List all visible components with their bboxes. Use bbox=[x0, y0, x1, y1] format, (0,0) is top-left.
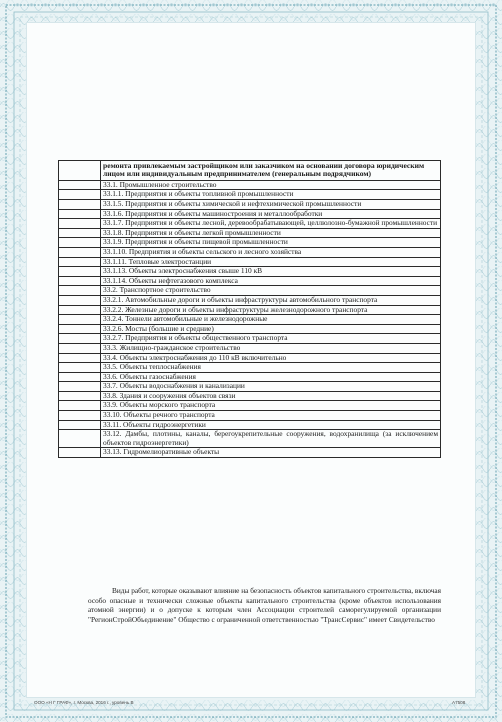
work-type-cell: 33.3. Жилищно-гражданское строительство bbox=[101, 343, 441, 353]
table-cell-empty bbox=[59, 228, 101, 238]
table-cell-empty bbox=[59, 343, 101, 353]
works-table bbox=[58, 160, 441, 458]
work-type-cell: 33.8. Здания и сооружения объектов связи bbox=[101, 391, 441, 401]
table-cell-empty bbox=[59, 353, 101, 363]
table-row bbox=[59, 430, 441, 448]
table-cell-empty bbox=[59, 295, 101, 305]
table-row bbox=[59, 247, 441, 257]
printer-imprint: ООО «Н Г ГРАФ», г. Москва, 2016 г., уровень В bbox=[34, 700, 134, 705]
table-row bbox=[59, 286, 441, 296]
table-cell-empty bbox=[59, 276, 101, 286]
work-type-cell: 33.2.1. Автомобильные дороги и объекты инфраструктуры автомобильного транспорта bbox=[101, 295, 441, 305]
table-cell-empty bbox=[59, 420, 101, 430]
table-row bbox=[59, 295, 441, 305]
work-type-cell: 33.9. Объекты морского транспорта bbox=[101, 401, 441, 411]
table-cell-empty bbox=[59, 209, 101, 219]
serial-number: А7508 bbox=[452, 700, 466, 705]
table-cell-empty bbox=[59, 257, 101, 267]
work-type-cell: 33.11. Объекты гидроэнергетики bbox=[101, 420, 441, 430]
table-cell-empty bbox=[59, 247, 101, 257]
work-type-cell: 33.6. Объекты газоснабжения bbox=[101, 372, 441, 382]
table-row bbox=[59, 448, 441, 458]
table-header-text: ремонта привлекаемым застройщиком или заказчиком на основании договора юридическим лицом или индивидуальным предпринимателем (генеральным подрядчиком) bbox=[101, 161, 441, 181]
table-row bbox=[59, 219, 441, 229]
table-row bbox=[59, 343, 441, 353]
work-type-cell: 33.2. Транспортное строительство bbox=[101, 286, 441, 296]
work-type-cell: 33.1.7. Предприятия и объекты лесной, деревообрабатывающей, целлюлозно-бумажной промышленности bbox=[101, 219, 441, 229]
table-row bbox=[59, 363, 441, 373]
work-type-cell: 33.4. Объекты электроснабжения до 110 кВ включительно bbox=[101, 353, 441, 363]
footer-paragraph: Виды работ, которые оказывают влияние на безопасность объектов капитального строительства, включая особо опасные и технически сложные объекты капитального строительства (кроме объектов использования атомной энергии) и о допуске к которым член Ассоциации строителей саморегулируемой организации "РегионСтройОбъединение" Общество с ограниченной ответственностью "ТрансСервис" имеет Свидетельство bbox=[88, 586, 441, 624]
work-type-cell: 33.1.1. Предприятия и объекты топливной промышленности bbox=[101, 190, 441, 200]
table-cell-empty bbox=[59, 382, 101, 392]
work-type-cell: 33.1.9. Предприятия и объекты пищевой промышленности bbox=[101, 238, 441, 248]
work-type-cell: 33.7. Объекты водоснабжения и канализации bbox=[101, 382, 441, 392]
table-cell-empty bbox=[59, 401, 101, 411]
work-type-cell: 33.1.11. Тепловые электростанции bbox=[101, 257, 441, 267]
table-row bbox=[59, 315, 441, 325]
table-cell-empty bbox=[59, 305, 101, 315]
work-type-cell: 33.1.13. Объекты электроснабжения свыше 110 кВ bbox=[101, 267, 441, 277]
work-type-cell: 33.5. Объекты теплоснабжения bbox=[101, 363, 441, 373]
table-cell-empty bbox=[59, 372, 101, 382]
table-header-row bbox=[59, 161, 441, 181]
work-type-cell: 33.2.4. Тоннели автомобильные и железнодорожные bbox=[101, 315, 441, 325]
work-type-cell: 33.2.2. Железные дороги и объекты инфраструктуры железнодорожного транспорта bbox=[101, 305, 441, 315]
table-cell-empty bbox=[59, 430, 101, 448]
table-cell-empty bbox=[59, 161, 101, 181]
work-type-cell: 33.2.7. Предприятия и объекты общественного транспорта bbox=[101, 334, 441, 344]
work-type-cell: 33.10. Объекты речного транспорта bbox=[101, 411, 441, 421]
work-type-cell: 33.1.14. Объекты нефтегазового комплекса bbox=[101, 276, 441, 286]
table-row bbox=[59, 200, 441, 210]
table-row bbox=[59, 267, 441, 277]
work-type-cell: 33.13. Гидромелиоративные объекты bbox=[101, 448, 441, 458]
work-type-cell: 33.1. Промышленное строительство bbox=[101, 180, 441, 190]
table-cell-empty bbox=[59, 190, 101, 200]
table-row bbox=[59, 334, 441, 344]
table-cell-empty bbox=[59, 200, 101, 210]
work-type-cell: 33.1.10. Предприятия и объекты сельского и лесного хозяйства bbox=[101, 247, 441, 257]
table-cell-empty bbox=[59, 411, 101, 421]
table-cell-empty bbox=[59, 238, 101, 248]
table-cell-empty bbox=[59, 286, 101, 296]
table-cell-empty bbox=[59, 180, 101, 190]
work-type-cell: 33.2.6. Мосты (большие и средние) bbox=[101, 324, 441, 334]
table-row bbox=[59, 382, 441, 392]
table-cell-empty bbox=[59, 219, 101, 229]
table-cell-empty bbox=[59, 363, 101, 373]
work-type-cell: 33.12. Дамбы, плотины, каналы, берегоукрепительные сооружения, водохранилища (за исключением объектов гидроэнергетики) bbox=[101, 430, 441, 448]
table-cell-empty bbox=[59, 324, 101, 334]
work-type-cell: 33.1.6. Предприятия и объекты машиностроения и металлообработки bbox=[101, 209, 441, 219]
work-type-cell: 33.1.5. Предприятия и объекты химической и нефтехимической промышленности bbox=[101, 200, 441, 210]
work-type-cell: 33.1.8. Предприятия и объекты легкой промышленности bbox=[101, 228, 441, 238]
table-cell-empty bbox=[59, 315, 101, 325]
table-cell-empty bbox=[59, 334, 101, 344]
table-cell-empty bbox=[59, 267, 101, 277]
table-row bbox=[59, 411, 441, 421]
table-cell-empty bbox=[59, 448, 101, 458]
table-cell-empty bbox=[59, 391, 101, 401]
